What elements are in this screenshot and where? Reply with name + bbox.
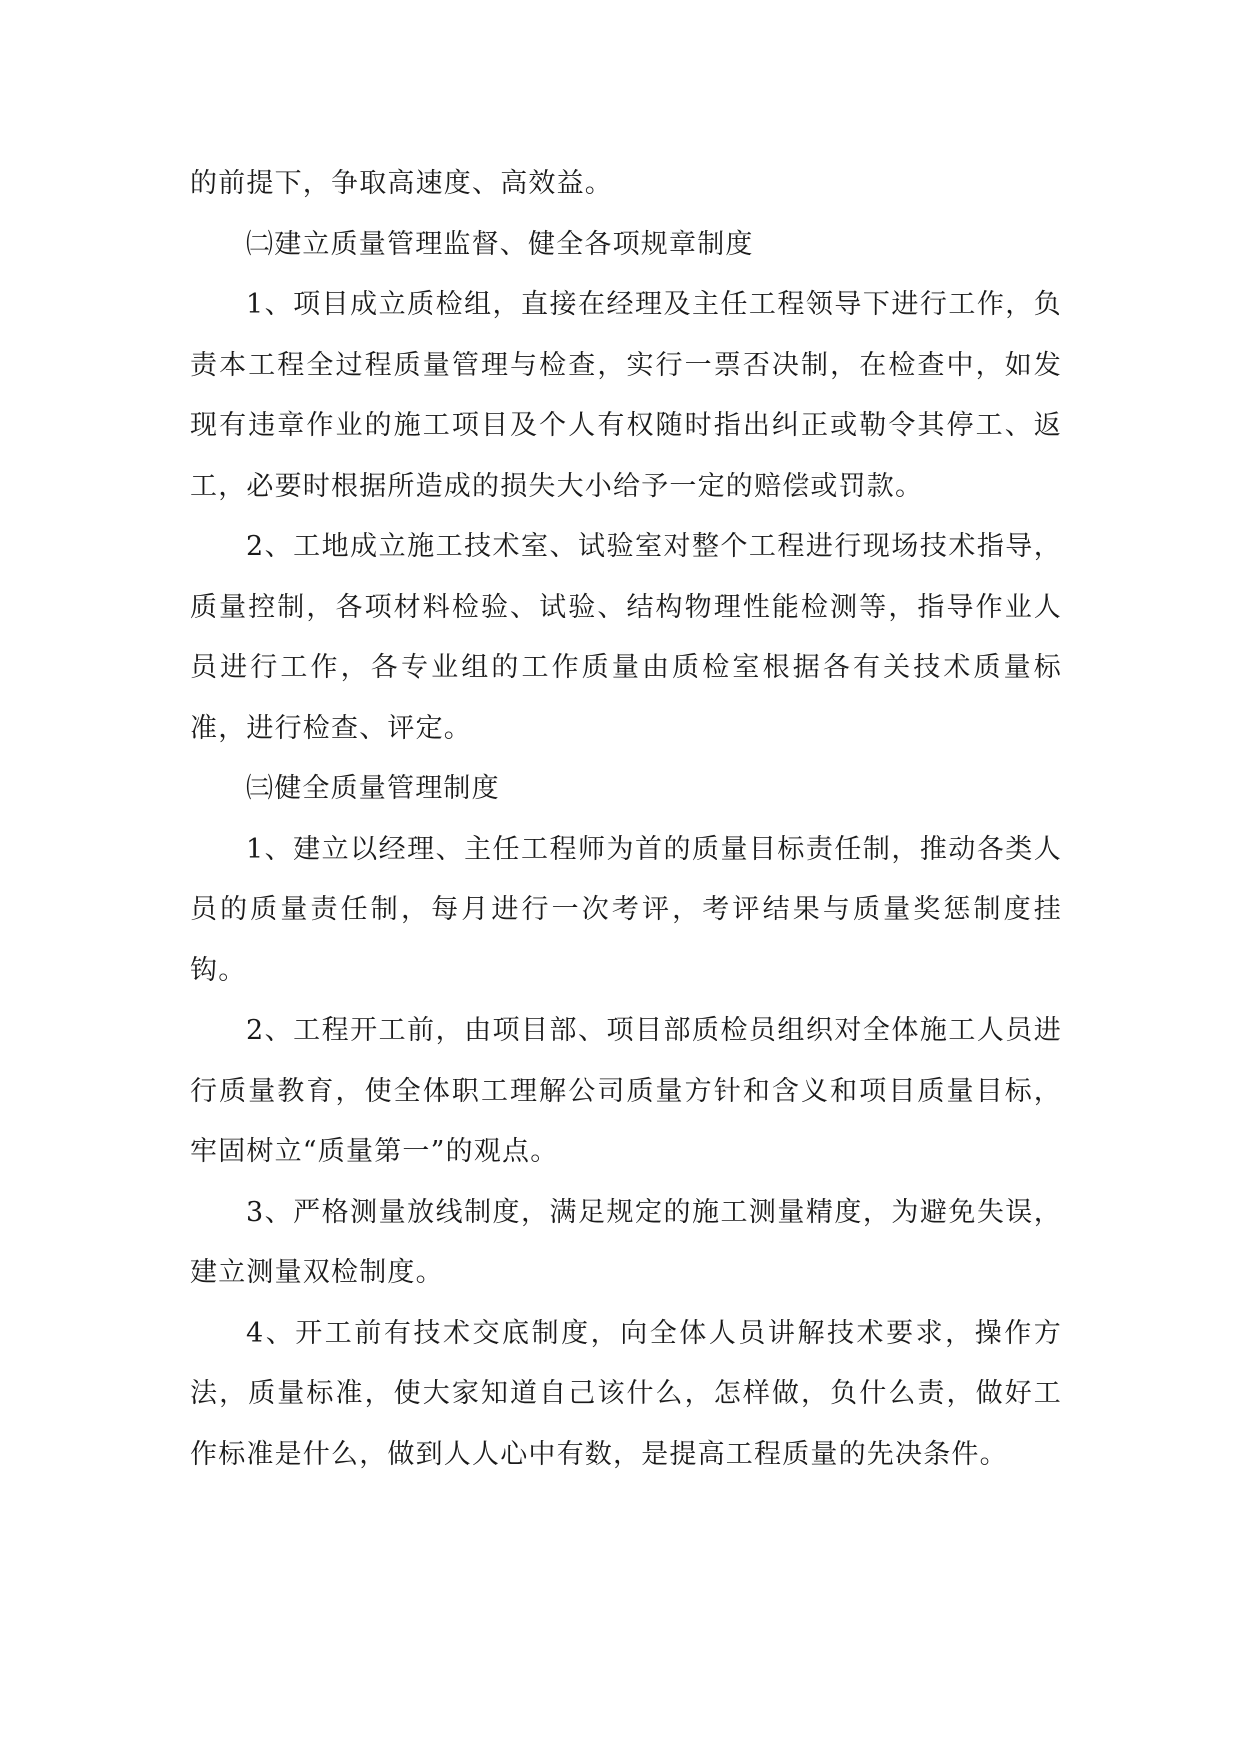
paragraph-item-3-4: 4、开工前有技术交底制度，向全体人员讲解技术要求，操作方法，质量标准，使大家知道自己该什么，怎样做，负什么责，做好工作标准是什么，做到人人心中有数，是提高工程质量的先决条件。 [190, 1317, 1062, 1470]
paragraph-item-3-2: 2、工程开工前，由项目部、项目部质检员组织对全体施工人员进行质量教育，使全体职工理解公司质量方针和含义和项目质量目标，牢固树立“质量第一”的观点。 [190, 1015, 1062, 1167]
paragraph-item-2-1: 1、项目成立质检组，直接在经理及主任工程领导下进行工作，负责本工程全过程质量管理与检查，实行一票否决制，在检查中，如发现有违章作业的施工项目及个人有权随时指出纠正或勒令其停工、返工，必要时根据所造成的损失大小给予一定的赔偿或罚款。 [190, 289, 1062, 502]
section-heading-2: ㈡建立质量管理监督、健全各项规章制度 [246, 228, 754, 260]
paragraph-item-2-2: 2、工地成立施工技术室、试验室对整个工程进行现场技术指导，质量控制，各项材料检验、试验、结构物理性能检测等，指导作业人员进行工作，各专业组的工作质量由质检室根据各有关技术质量标准，进行检查、评定。 [190, 531, 1062, 744]
document-body [190, 154, 1062, 1485]
paragraph-item-3-3: 3、严格测量放线制度，满足规定的施工测量精度，为避免失误，建立测量双检制度。 [190, 1196, 1062, 1288]
section-heading-3: ㈢健全质量管理制度 [246, 773, 500, 804]
paragraph-item-3-1: 1、建立以经理、主任工程师为首的质量目标责任制，推动各类人员的质量责任制，每月进行一次考评，考评结果与质量奖惩制度挂钩。 [190, 833, 1062, 986]
paragraph-continuation: 的前提下，争取高速度、高效益。 [190, 168, 613, 199]
